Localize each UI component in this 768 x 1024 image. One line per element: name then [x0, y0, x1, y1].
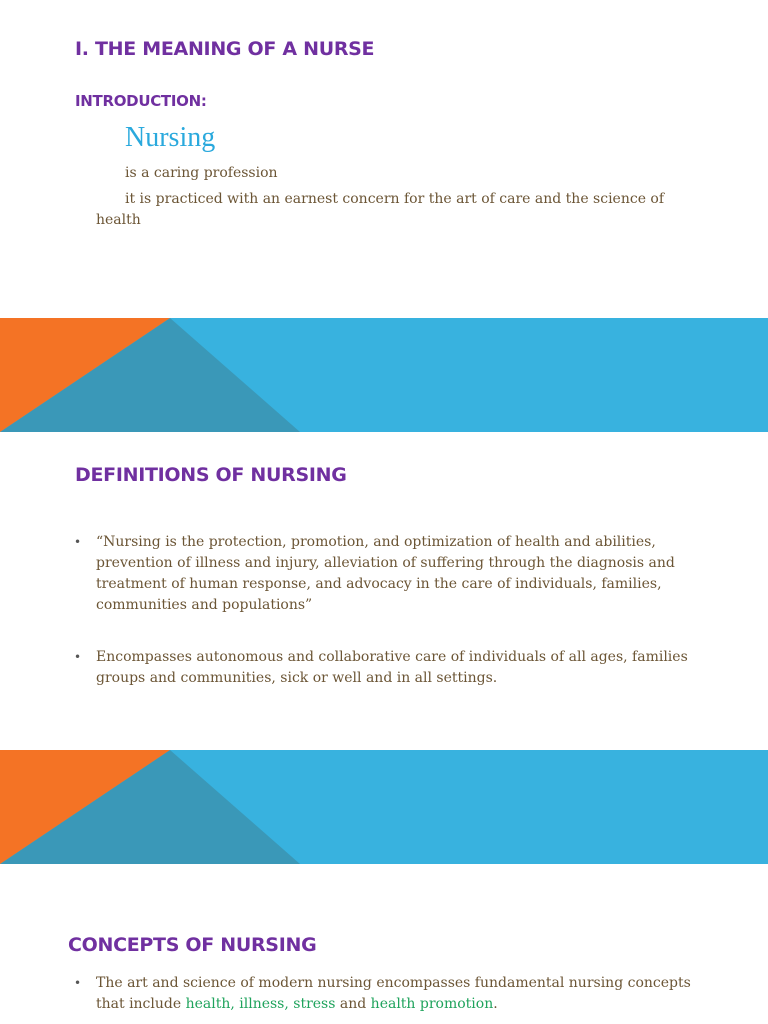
slide-concepts	[0, 864, 768, 1024]
body-line: is a caring profession	[125, 165, 278, 181]
list-item	[74, 532, 704, 616]
concepts-list	[74, 973, 704, 1015]
slide-subtitle: INTRODUCTION:	[75, 92, 207, 110]
bullet-text: The art and science of modern nursing encompasses fundamental nursing concepts that include	[96, 975, 691, 1012]
bullet-dot: •	[74, 650, 82, 664]
slide-title: DEFINITIONS OF NURSING	[75, 464, 347, 486]
slide-meaning-of-nurse	[0, 0, 768, 318]
bullet-dot: •	[74, 535, 82, 549]
highlight-concepts: health, illness, stress	[185, 996, 336, 1012]
bullet-text-end: .	[493, 996, 498, 1012]
bullet-dot: •	[74, 976, 82, 990]
highlight-health-promotion: health promotion	[370, 996, 494, 1012]
bullet-text-and: and	[335, 996, 371, 1012]
slide-definitions	[0, 432, 768, 750]
decorative-band	[0, 750, 768, 864]
slide-title: CONCEPTS OF NURSING	[68, 934, 317, 956]
body-line: it is practiced with an earnest concern for the art of care and the science of health	[96, 191, 665, 228]
term-nursing: Nursing	[125, 122, 216, 153]
decorative-band	[0, 318, 768, 432]
slide-title: I. THE MEANING OF A NURSE	[75, 38, 375, 60]
definitions-list	[74, 532, 704, 689]
bullet-text: “Nursing is the protection, promotion, and optimization of health and abilities, prevention of illness and injury, alleviation of suffering through the diagnosis and treatment of human response, and advocacy in the care of individuals, families, communities and populations”	[96, 534, 675, 613]
list-item	[74, 973, 704, 1015]
bullet-text: Encompasses autonomous and collaborative care of individuals of all ages, families groups and communities, sick or well and in all settings.	[96, 649, 688, 686]
list-item	[74, 647, 704, 689]
